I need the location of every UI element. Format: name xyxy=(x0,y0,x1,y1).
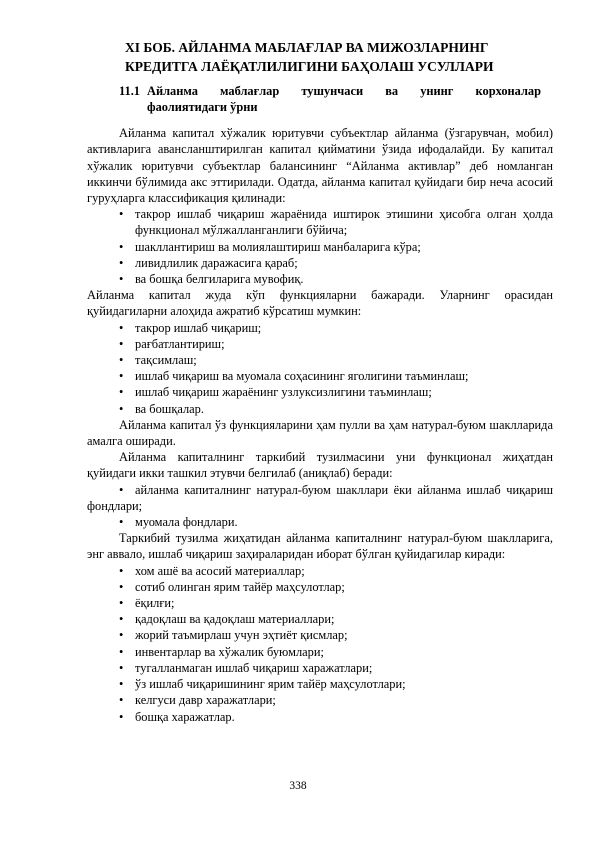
bullet-icon: • xyxy=(119,369,124,384)
bullet-icon: • xyxy=(119,320,124,335)
list-item: • ливидлилик даражасига қараб; xyxy=(119,255,298,270)
paragraph-3: Айланма капитал ўз функцияларини ҳам пулли ва ҳам натурал-буюм шаклларида амалга оширади. xyxy=(87,417,553,449)
list-item: • шакллантириш ва молиялаштириш манбаларига кўра; xyxy=(119,239,421,254)
list-item: • ёқилғи; xyxy=(119,596,175,611)
list-item: • сотиб олинган ярим тайёр маҳсулотлар; xyxy=(119,579,345,594)
section-heading-line2: фаолиятидаги ўрни xyxy=(147,99,258,114)
bullet-icon: • xyxy=(119,353,124,368)
section-heading xyxy=(87,84,553,115)
bullet-icon: • xyxy=(119,660,124,675)
section-number: 11.1 xyxy=(119,84,140,98)
list-item: • тақсимлаш; xyxy=(119,353,197,368)
bullet-icon: • xyxy=(119,515,124,530)
bullet-icon: • xyxy=(119,336,124,351)
bullet-icon: • xyxy=(119,677,124,692)
bullet-icon: • xyxy=(119,239,124,254)
bullet-icon: • xyxy=(119,272,124,287)
list-item: • бошқа харажатлар. xyxy=(119,709,235,724)
bullet-icon: • xyxy=(119,579,124,594)
chapter-title-line1: XI БОБ. АЙЛАНМА МАБЛАҒЛАР ВА МИЖОЗЛАРНИНГ xyxy=(125,40,489,55)
bullet-icon: • xyxy=(119,207,124,222)
bullet-icon: • xyxy=(119,709,124,724)
list-item: • хом ашё ва асосий материаллар; xyxy=(119,563,305,578)
list-item: • қадоқлаш ва қадоқлаш материаллари; xyxy=(119,612,335,627)
bullet-list-2 xyxy=(87,320,553,417)
list-item: • такрор ишлаб чиқариш; xyxy=(119,320,262,335)
list-item: • жорий таъмирлаш учун эҳтиёт қисмлар; xyxy=(119,628,348,643)
paragraph-2: Айланма капитал жуда кўп функцияларни бажаради. Уларнинг орасидан қуйидагиларни алоҳида ажратиб кўрсатиш мумкин: xyxy=(87,288,553,319)
paragraph-4: Айланма капиталнинг таркибий тузилмасини уни функционал жиҳатдан қуйидаги икки ташкил этувчи белгилаб (аниқлаб) беради: xyxy=(87,450,553,481)
bullet-icon: • xyxy=(119,644,124,659)
list-item: • ишлаб чиқариш жараёнинг узлуксизлигини таъминлаш; xyxy=(119,385,432,400)
section-heading-line1: Айланма маблағлар тушунчаси ва унинг корхоналар xyxy=(147,84,541,98)
paragraph-5: Таркибий тузилма жиҳатидан айланма капиталнинг натурал-буюм шаклларига, энг аввало, ишлаб чиқариш заҳираларидан иборат бўлган қуйидагилар киради: xyxy=(87,531,553,562)
bullet-icon: • xyxy=(119,482,124,497)
list-item: • ва бошқалар. xyxy=(119,401,204,416)
bullet-list-3 xyxy=(87,482,553,531)
list-item: • рағбатлантириш; xyxy=(119,336,225,351)
bullet-icon: • xyxy=(119,563,124,578)
list-item: • ўз ишлаб чиқаришининг ярим тайёр маҳсулотлари; xyxy=(119,677,406,692)
bullet-icon: • xyxy=(119,693,124,708)
bullet-icon: • xyxy=(119,255,124,270)
list-item: • ва бошқа белгиларига мувофиқ. xyxy=(119,272,304,287)
bullet-icon: • xyxy=(119,401,124,416)
bullet-list-4 xyxy=(87,563,553,725)
list-item: • муомала фондлари. xyxy=(119,515,238,530)
list-item: • тугалланмаган ишлаб чиқариш харажатлари; xyxy=(119,660,373,675)
bullet-icon: • xyxy=(119,612,124,627)
list-item: • ишлаб чиқариш ва муомала соҳасининг яголигини таъминлаш; xyxy=(119,369,469,384)
list-item: • инвентарлар ва хўжалик буюмлари; xyxy=(119,644,324,659)
bullet-icon: • xyxy=(119,596,124,611)
bullet-icon: • xyxy=(119,628,124,643)
bullet-icon: • xyxy=(119,385,124,400)
paragraph-1: Айланма капитал хўжалик юритувчи субъектлар айланма (ўзгарувчан, мобил) активларига авансланштирилган капитал қийматини ўзида ифодалайди. Бу капитал хўжалик юритувчи субъектлар балансининг “Айланма активлар” деб номланган иккинчи бўлимида акс эттирилади. Одатда, айланма капитал қуйидаги бир неча асосий гуруҳларга классификация қилинади: xyxy=(87,126,553,205)
list-item: • келгуси давр харажатлари; xyxy=(119,693,276,708)
chapter-title xyxy=(87,38,553,76)
chapter-title-line2: КРЕДИТГА ЛАЁҚАТЛИЛИГИНИ БАҲОЛАШ УСУЛЛАРИ xyxy=(125,59,494,74)
list-item: • такрор ишлаб чиқариш жараёнида иштирок этишини ҳисобга олган ҳолда функционал мўлжалланганлиги бўйича; xyxy=(119,207,553,238)
bullet-list-1 xyxy=(87,206,553,287)
list-item: • айланма капиталнинг натурал-буюм шакллари ёки айланма ишлаб чиқариш фондлари; xyxy=(87,482,553,513)
page-number: 338 xyxy=(289,780,307,792)
document-page xyxy=(87,38,553,725)
